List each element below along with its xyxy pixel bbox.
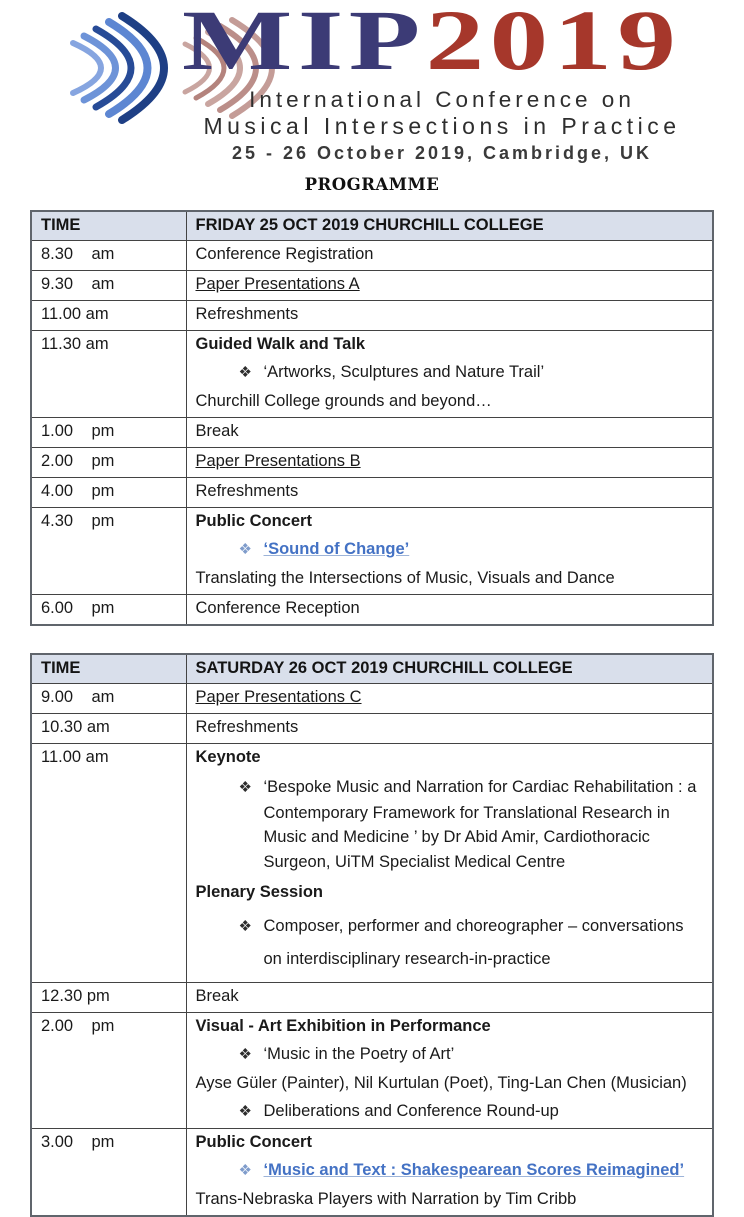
diamond-bullet-icon: ❖ bbox=[238, 1046, 252, 1063]
saturday-programme-table bbox=[30, 653, 714, 1217]
time-cell: 8.30 am bbox=[31, 241, 186, 271]
session-text: Refreshments bbox=[195, 718, 299, 736]
diamond-bullet-icon: ❖ bbox=[238, 541, 252, 558]
bullet-item bbox=[196, 910, 704, 976]
session-text: Break bbox=[195, 987, 239, 1005]
session-heading: Keynote bbox=[195, 748, 261, 766]
session-heading: Public Concert bbox=[195, 512, 312, 530]
time-column-header: TIME bbox=[31, 211, 186, 241]
session-text: Break bbox=[195, 422, 239, 440]
time-cell: 9.00 am bbox=[31, 684, 186, 714]
diamond-bullet-icon: ❖ bbox=[238, 779, 252, 796]
session-heading: Plenary Session bbox=[195, 883, 323, 901]
time-cell: 2.00 pm bbox=[31, 1013, 186, 1129]
table-header-row bbox=[31, 654, 713, 684]
conference-name-line2: Musical Intersections in Practice bbox=[203, 113, 681, 139]
session-heading: Public Concert bbox=[195, 1133, 312, 1151]
session-text: Trans-Nebraska Players with Narration by Tim Cribb bbox=[195, 1190, 577, 1208]
time-cell: 11.00 am bbox=[31, 301, 186, 331]
logo-header bbox=[0, 0, 744, 163]
day-column-header: FRIDAY 25 OCT 2019 CHURCHILL COLLEGE bbox=[186, 211, 713, 241]
session-text: Refreshments bbox=[195, 482, 299, 500]
table-row bbox=[31, 508, 713, 595]
session-cell bbox=[186, 448, 713, 478]
table-row bbox=[31, 241, 713, 271]
conference-date-location: 25 - 26 October 2019, Cambridge, UK bbox=[231, 143, 653, 163]
session-cell bbox=[186, 714, 713, 744]
logo-year-text: 2019 bbox=[425, 0, 682, 88]
session-link[interactable]: ‘Music and Text : Shakespearean Scores Reimagined’ bbox=[263, 1161, 685, 1179]
time-cell: 11.00 am bbox=[31, 744, 186, 983]
table-row bbox=[31, 448, 713, 478]
diamond-bullet-icon: ❖ bbox=[238, 918, 252, 935]
session-heading: Guided Walk and Talk bbox=[195, 335, 366, 353]
table-row bbox=[31, 331, 713, 418]
table-header-row bbox=[31, 211, 713, 241]
time-cell: 4.30 pm bbox=[31, 508, 186, 595]
session-cell bbox=[186, 478, 713, 508]
table-row bbox=[31, 1129, 713, 1217]
bullet-item bbox=[196, 1044, 704, 1065]
session-link[interactable]: ‘Sound of Change’ bbox=[263, 540, 410, 558]
time-cell: 11.30 am bbox=[31, 331, 186, 418]
day-column-header: SATURDAY 26 OCT 2019 CHURCHILL COLLEGE bbox=[186, 654, 713, 684]
table-row bbox=[31, 271, 713, 301]
time-cell: 10.30 am bbox=[31, 714, 186, 744]
bullet-item bbox=[196, 1101, 704, 1122]
bullet-item bbox=[196, 775, 704, 874]
time-cell: 9.30 am bbox=[31, 271, 186, 301]
time-column-header: TIME bbox=[31, 654, 186, 684]
session-cell bbox=[186, 508, 713, 595]
logo-subtitle bbox=[168, 86, 716, 166]
time-cell: 12.30 pm bbox=[31, 983, 186, 1013]
session-heading: Visual - Art Exhibition in Performance bbox=[195, 1017, 491, 1035]
diamond-bullet-icon: ❖ bbox=[238, 1162, 252, 1179]
bullet-text: ‘Artworks, Sculptures and Nature Trail’ bbox=[263, 363, 545, 381]
session-cell bbox=[186, 1129, 713, 1217]
session-cell bbox=[186, 301, 713, 331]
session-text: Churchill College grounds and beyond… bbox=[195, 392, 492, 410]
table-row bbox=[31, 983, 713, 1013]
bullet-text: Deliberations and Conference Round-up bbox=[263, 1102, 559, 1120]
session-link[interactable]: Paper Presentations B bbox=[195, 452, 361, 470]
bullet-link-item bbox=[196, 1160, 704, 1181]
table-row bbox=[31, 684, 713, 714]
session-line bbox=[196, 274, 704, 294]
bullet-text: ‘Music in the Poetry of Art’ bbox=[263, 1045, 455, 1063]
session-line bbox=[196, 687, 704, 707]
table-row bbox=[31, 595, 713, 626]
session-cell bbox=[186, 983, 713, 1013]
table-row bbox=[31, 478, 713, 508]
session-link[interactable]: Paper Presentations A bbox=[195, 275, 360, 293]
logo-title bbox=[182, 0, 681, 90]
bullet-link-item bbox=[196, 539, 704, 560]
session-line bbox=[196, 451, 704, 471]
session-cell bbox=[186, 271, 713, 301]
friday-programme-table bbox=[30, 210, 714, 626]
session-cell bbox=[186, 331, 713, 418]
time-cell: 3.00 pm bbox=[31, 1129, 186, 1217]
logo-mip-text: MIP bbox=[182, 0, 426, 88]
page-title: PROGRAMME bbox=[304, 175, 440, 194]
conference-name-line1: International Conference on bbox=[249, 87, 635, 112]
session-cell bbox=[186, 684, 713, 714]
bullet-item bbox=[196, 362, 704, 383]
session-text: Refreshments bbox=[195, 305, 299, 323]
session-link[interactable]: Paper Presentations C bbox=[195, 688, 362, 706]
session-text: Conference Registration bbox=[195, 245, 374, 263]
time-cell: 1.00 pm bbox=[31, 418, 186, 448]
session-cell bbox=[186, 595, 713, 626]
session-cell bbox=[186, 1013, 713, 1129]
session-text: Ayse Güler (Painter), Nil Kurtulan (Poet), Ting-Lan Chen (Musician) bbox=[195, 1074, 687, 1092]
session-text: Conference Reception bbox=[195, 599, 360, 617]
session-cell bbox=[186, 418, 713, 448]
session-cell bbox=[186, 744, 713, 983]
time-cell: 6.00 pm bbox=[31, 595, 186, 626]
diamond-bullet-icon: ❖ bbox=[238, 1103, 252, 1120]
table-row bbox=[31, 418, 713, 448]
time-cell: 4.00 pm bbox=[31, 478, 186, 508]
bullet-text: Composer, performer and choreographer – conversations on interdisciplinary research-in-practice bbox=[263, 917, 684, 968]
table-row bbox=[31, 301, 713, 331]
session-text: Translating the Intersections of Music, Visuals and Dance bbox=[195, 569, 615, 587]
table-row bbox=[31, 744, 713, 983]
table-row bbox=[31, 714, 713, 744]
bullet-text: ‘Bespoke Music and Narration for Cardiac Rehabilitation : a Contemporary Framework for Translational Research in Music and Medicine ’ by Dr Abid Amir, Cardiothoracic Surgeon, UiTM Specialist Medical Centre bbox=[263, 778, 697, 871]
table-row bbox=[31, 1013, 713, 1129]
session-cell bbox=[186, 241, 713, 271]
diamond-bullet-icon: ❖ bbox=[238, 364, 252, 381]
time-cell: 2.00 pm bbox=[31, 448, 186, 478]
